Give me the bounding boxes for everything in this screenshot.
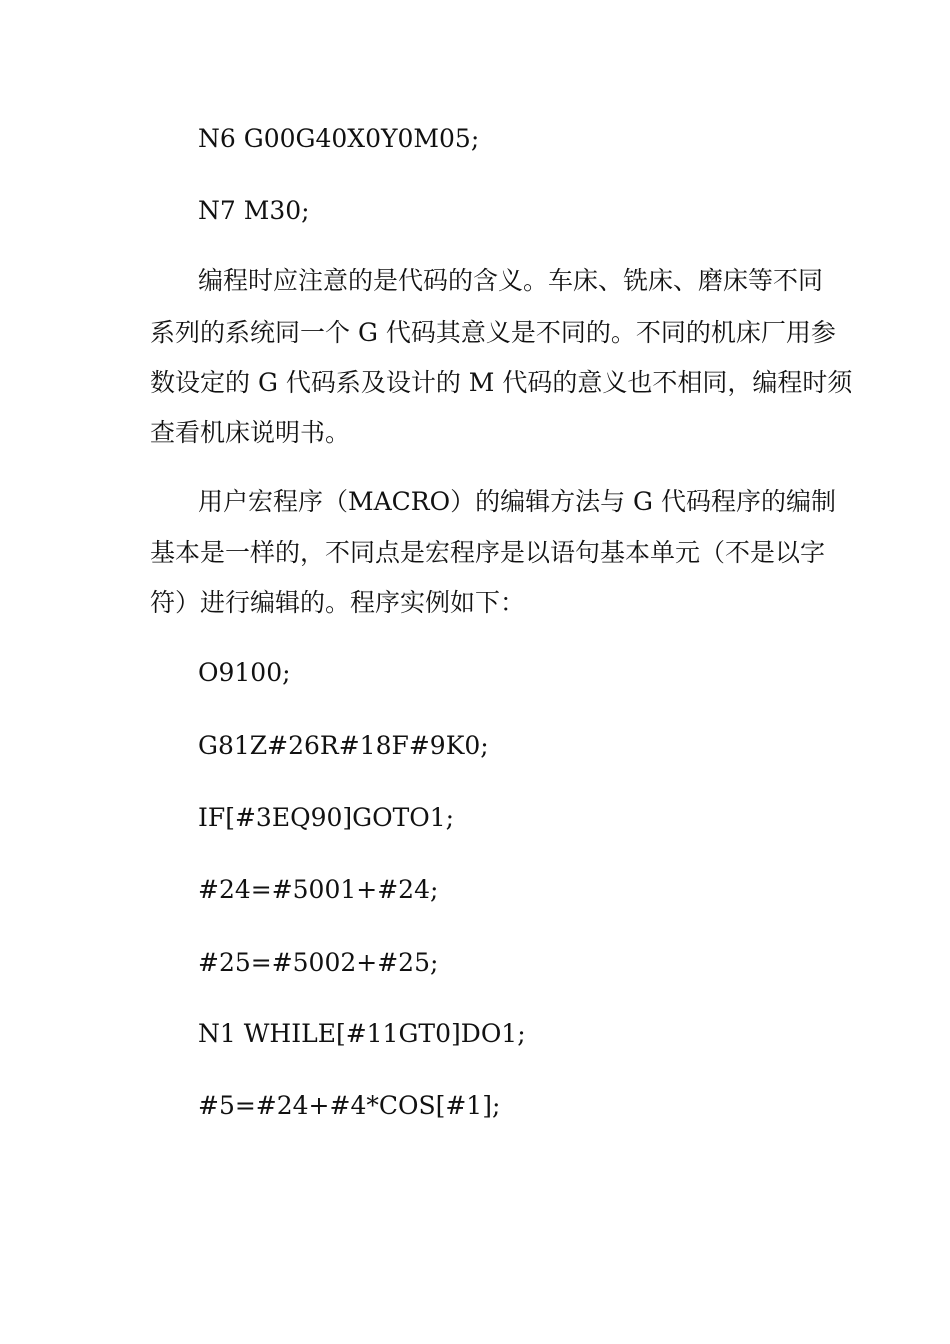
- paragraph-line: 查看机床说明书。: [150, 418, 351, 447]
- code-line-while: N1 WHILE[#11GT0]DO1;: [198, 1019, 526, 1048]
- code-line-n7: N7 M30;: [198, 196, 310, 225]
- code-line-if: IF[#3EQ90]GOTO1;: [198, 803, 455, 832]
- code-line-g81: G81Z#26R#18F#9K0;: [198, 731, 489, 760]
- paragraph-line: 数设定的 G 代码系及设计的 M 代码的意义也不相同，编程时须: [150, 368, 853, 397]
- paragraph-line: 符）进行编辑的。程序实例如下：: [150, 588, 526, 617]
- paragraph-line: 系列的系统同一个 G 代码其意义是不同的。不同的机床厂用参: [150, 318, 836, 347]
- code-line-cos: #5=#24+#4*COS[#1];: [198, 1091, 501, 1120]
- code-line-25: #25=#5002+#25;: [198, 948, 439, 977]
- code-line-o9100: O9100;: [198, 658, 291, 687]
- code-line-n6: N6 G00G40X0Y0M05;: [198, 124, 480, 153]
- paragraph-line: 编程时应注意的是代码的含义。车床、铣床、磨床等不同: [198, 266, 824, 295]
- paragraph-line: 基本是一样的，不同点是宏程序是以语句基本单元（不是以字: [150, 538, 826, 567]
- paragraph-line: 用户宏程序（MACRO）的编辑方法与 G 代码程序的编制: [198, 487, 836, 516]
- code-line-24: #24=#5001+#24;: [198, 875, 439, 904]
